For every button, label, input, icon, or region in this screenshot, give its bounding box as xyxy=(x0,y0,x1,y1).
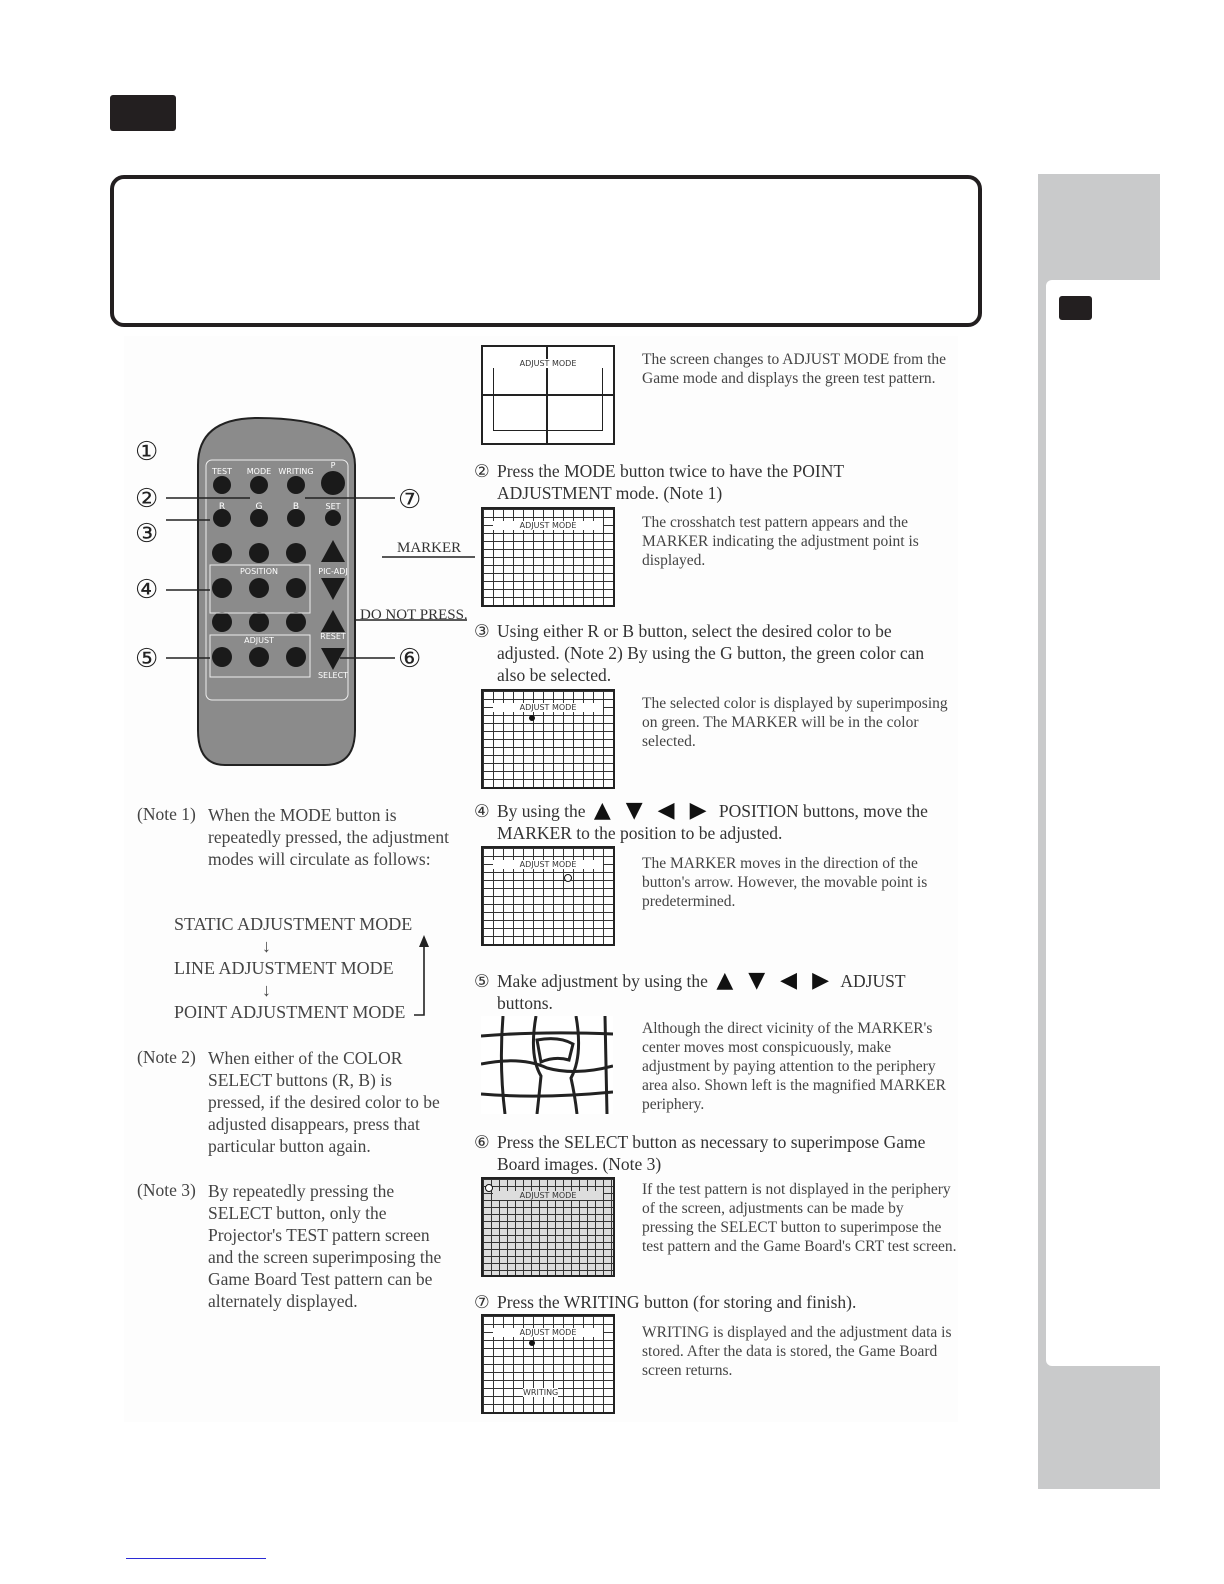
screen-writing xyxy=(481,1314,615,1414)
screen-label: ADJUST MODE xyxy=(493,860,603,869)
marker-callout: MARKER xyxy=(397,540,462,556)
screen-crosshatch xyxy=(481,507,615,607)
note3-text: By repeatedly pressing the SELECT button, only the Projector's TEST pattern screen and the screen superimposing the Game Board Test pattern can be alternately displayed. xyxy=(208,1181,442,1311)
callout-6: ⑥ xyxy=(398,644,422,674)
step0-description: The screen changes to ADJUST MODE from the Game mode and displays the green test pattern. xyxy=(642,351,947,387)
mode-button[interactable] xyxy=(250,476,268,494)
step4-text-b: POSITION buttons, move the MARKER to the position to be adjusted. xyxy=(497,801,928,843)
screen-label: ADJUST MODE xyxy=(493,1328,603,1337)
note2-text: When either of the COLOR SELECT buttons (R, B) is pressed, if the desired color to be adjusted disappears, press that particular button again. xyxy=(208,1048,440,1156)
label-mode: MODE xyxy=(246,467,272,476)
label-g: G xyxy=(255,502,263,512)
do-not-press-callout: DO NOT PRESS. xyxy=(360,607,468,623)
label-writing: WRITING xyxy=(278,467,314,476)
set-button[interactable] xyxy=(325,510,341,526)
label-set: SET xyxy=(325,502,341,511)
label-b: B xyxy=(292,502,300,512)
step6-text: Press the SELECT button as necessary to superimpose Game Board images. (Note 3) xyxy=(497,1132,926,1174)
step4-number: ④ xyxy=(474,801,490,821)
note3-label: (Note 3) xyxy=(137,1180,196,1200)
callout-1: ① xyxy=(135,437,159,467)
step5-text-a: Make adjustment by using the xyxy=(497,971,708,991)
position-button[interactable] xyxy=(249,578,269,598)
mode-arrow-down: ↓ xyxy=(262,936,271,956)
section-tag xyxy=(110,95,176,131)
mode-cycle-return-arrow xyxy=(412,935,432,1020)
screen-label: ADJUST MODE xyxy=(493,521,603,530)
step2-description: The crosshatch test pattern appears and the MARKER indicating the adjustment point is displayed. xyxy=(642,514,919,569)
adjust-button[interactable] xyxy=(212,647,232,667)
step3-description: The selected color is displayed by superimposing on green. The MARKER will be in the color selected. xyxy=(642,695,948,750)
position-button[interactable] xyxy=(286,543,306,563)
note2-label: (Note 2) xyxy=(137,1047,196,1067)
arrow-icons: ▲ ▼ ◀ ▶ xyxy=(716,968,833,993)
step6-number: ⑥ xyxy=(474,1132,490,1152)
label-test: TEST xyxy=(212,467,232,476)
step4-description: The MARKER moves in the direction of the button's arrow. However, the movable point is predetermined. xyxy=(642,855,928,910)
step7-description: WRITING is displayed and the adjustment data is stored. After the data is stored, the Game Board screen returns. xyxy=(642,1324,952,1379)
step7-number: ⑦ xyxy=(474,1292,490,1312)
step7-text: Press the WRITING button (for storing and finish). xyxy=(497,1292,857,1312)
step3-number: ③ xyxy=(474,621,490,641)
adjust-button[interactable] xyxy=(249,612,269,632)
adjust-button[interactable] xyxy=(249,647,269,667)
screen-label: ADJUST MODE xyxy=(493,1191,603,1200)
screen-label: ADJUST MODE xyxy=(493,703,603,712)
writing-indicator: WRITING xyxy=(523,1388,559,1397)
step4-text-line xyxy=(497,800,967,844)
mode-point: POINT ADJUSTMENT MODE xyxy=(174,1002,406,1022)
step5-description: Although the direct vicinity of the MARKER's center moves most conspicuously, make adjustment by paying attention to the periphery area also. Shown left is the magnified MARKER periphery. xyxy=(642,1020,946,1113)
test-button[interactable] xyxy=(213,476,231,494)
mode-line: LINE ADJUSTMENT MODE xyxy=(174,958,394,978)
callout-5: ⑤ xyxy=(135,644,159,674)
label-r: R xyxy=(218,502,226,512)
mode-static: STATIC ADJUSTMENT MODE xyxy=(174,914,413,934)
writing-button[interactable] xyxy=(287,476,305,494)
callout-3: ③ xyxy=(135,519,159,549)
label-reset: RESET xyxy=(320,632,346,641)
step3-text: Using either R or B button, select the desired color to be adjusted. (Note 2) By using the G button, the green color can also be selected. xyxy=(497,621,925,685)
arrow-icons: ▲ ▼ ◀ ▶ xyxy=(593,798,711,823)
callout-4: ④ xyxy=(135,575,159,605)
position-button[interactable] xyxy=(212,578,232,598)
step4-text-a: By using the xyxy=(497,801,586,821)
p-button[interactable] xyxy=(321,471,345,495)
label-adjust: ADJUST xyxy=(244,636,274,645)
screen-superimpose xyxy=(481,1177,615,1277)
mode-arrow-down: ↓ xyxy=(262,980,271,1000)
screen-label: ADJUST MODE xyxy=(493,359,603,368)
label-select: SELECT xyxy=(317,671,349,680)
screen-color-select xyxy=(481,689,615,789)
step2-number: ② xyxy=(474,461,490,481)
step5-text-b: ADJUST buttons. xyxy=(497,971,906,1013)
magnified-marker-illustration xyxy=(481,1016,613,1114)
adjust-button[interactable] xyxy=(286,612,306,632)
position-button[interactable] xyxy=(212,543,232,563)
position-button[interactable] xyxy=(286,578,306,598)
callout-7: ⑦ xyxy=(398,485,422,515)
label-p: P xyxy=(330,461,336,470)
side-index-tab[interactable] xyxy=(1059,296,1092,320)
position-button[interactable] xyxy=(249,543,269,563)
screen-adjust-mode xyxy=(481,345,615,445)
label-pic-adj: PIC-ADJ xyxy=(318,567,348,576)
screen-marker-move xyxy=(481,846,615,946)
step5-text-line xyxy=(497,970,927,1014)
callout-2: ② xyxy=(135,484,159,514)
remote-control-illustration xyxy=(130,410,475,780)
header-box xyxy=(110,175,982,327)
note1-label: (Note 1) xyxy=(137,804,196,824)
label-position: POSITION xyxy=(239,567,279,576)
side-index-inner xyxy=(1046,280,1160,1366)
step5-number: ⑤ xyxy=(474,971,490,991)
step2-text: Press the MODE button twice to have the POINT ADJUSTMENT mode. (Note 1) xyxy=(497,461,844,503)
adjust-button[interactable] xyxy=(286,647,306,667)
adjust-button[interactable] xyxy=(212,612,232,632)
note1-text: When the MODE button is repeatedly pressed, the adjustment modes will circulate as follows: xyxy=(208,805,450,869)
step6-description: If the test pattern is not displayed in the periphery of the screen, adjustments can be made by pressing the SELECT button to superimpose the test pattern and the Game Board's CRT test screen. xyxy=(642,1181,957,1255)
footer-link-line xyxy=(126,1558,266,1559)
